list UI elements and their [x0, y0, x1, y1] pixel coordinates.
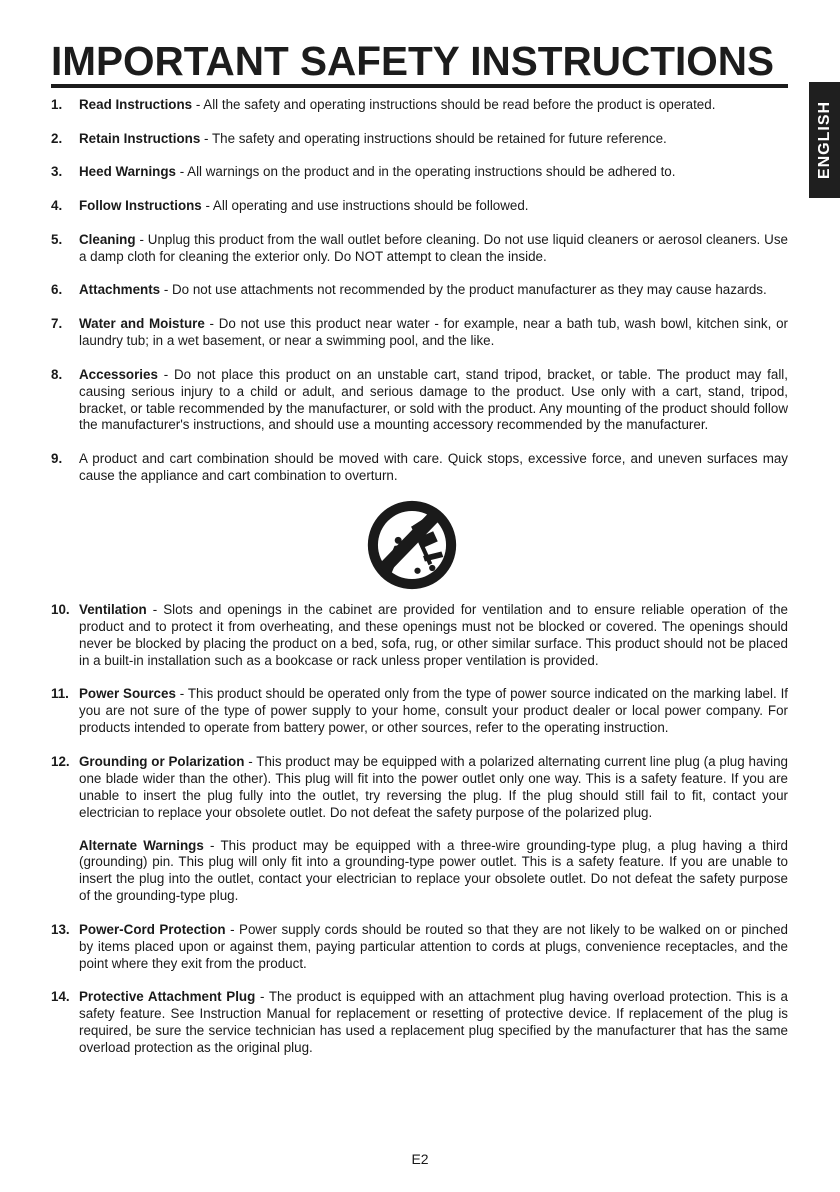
item-heading: Ventilation: [79, 601, 147, 617]
list-item: [51, 131, 788, 148]
list-item: [51, 367, 788, 435]
item-heading: Alternate Warnings: [79, 837, 204, 853]
list-item: [51, 198, 788, 215]
page-number: E2: [411, 1151, 429, 1167]
list-item: [51, 922, 788, 973]
language-tab: [809, 82, 840, 198]
cart-tip-over-warning-icon: [366, 499, 458, 591]
list-item: [51, 97, 788, 114]
item-text: - Do not use this product near water - for example, near a bath tub, wash bowl, kitchen sink, or laundry tub; in a wet basement, or near a swimming pool, and the like.: [79, 316, 788, 349]
page-title: IMPORTANT SAFETY INSTRUCTIONS: [51, 38, 775, 84]
list-item: [51, 686, 788, 737]
item-number: 5.: [51, 231, 63, 247]
list-item: [51, 989, 788, 1057]
alternate-warnings-paragraph: [79, 838, 788, 906]
list-item: [51, 164, 788, 181]
list-item: [51, 451, 788, 485]
item-text: - Unplug this product from the wall outlet before cleaning. Do not use liquid cleaners or aerosol cleaners. Use a damp cloth for cleaning the exterior only. Do NOT attempt to clean the inside.: [79, 231, 788, 264]
cart-warning-figure: [51, 499, 788, 591]
list-item: [51, 754, 788, 905]
item-text: - Do not use attachments not recommended by the product manufacturer as they may cause hazards.: [160, 282, 767, 298]
item-heading: Power-Cord Protection: [79, 921, 226, 937]
item-text: A product and cart combination should be moved with care. Quick stops, excessive force, and uneven surfaces may cause the appliance and cart combination to overturn.: [79, 451, 788, 484]
item-number: 3.: [51, 164, 63, 180]
item-number: 10.: [51, 601, 70, 617]
item-heading: Attachments: [79, 282, 161, 298]
item-number: 9.: [51, 451, 63, 467]
item-heading: Protective Attachment Plug: [79, 989, 256, 1005]
item-text: - Power supply cords should be routed so that they are not likely to be walked on or pinched by items placed upon or against them, paying particular attention to cords at plugs, convenience receptacles, and the point where they exit from the product.: [79, 921, 788, 971]
item-heading: Power Sources: [79, 686, 176, 702]
item-text: - The safety and operating instructions should be retained for future reference.: [200, 130, 667, 146]
item-text: - All warnings on the product and in the operating instructions should be adhered to.: [175, 164, 676, 180]
item-number: 6.: [51, 282, 63, 298]
item-text: - This product may be equipped with a three-wire grounding-type plug, a plug having a third (grounding) pin. This plug will only fit into a grounding-type power outlet. This is a safety feature. If you are unable to insert the plug into the outlet, contact your electrician to replace your obsolete outlet. Do not defeat the safety purpose of the grounding-type plug.: [79, 837, 788, 904]
item-heading: Cleaning: [79, 231, 136, 247]
item-heading: Follow Instructions: [79, 198, 202, 214]
item-number: 4.: [51, 198, 63, 214]
item-number: 8.: [51, 366, 63, 382]
list-item: [51, 282, 788, 299]
list-item: [51, 316, 788, 350]
item-heading: Water and Moisture: [79, 316, 205, 332]
item-number: 13.: [51, 921, 70, 937]
item-text: - All operating and use instructions should be followed.: [201, 198, 529, 214]
item-text: - This product should be operated only from the type of power source indicated on the marking label. If you are not sure of the type of power supply to your home, consult your product dealer or local power company. For products intended to operate from battery power, or other sources, refer to the operating instruction.: [79, 686, 789, 736]
item-text: - All the safety and operating instructions should be read before the product is operated.: [192, 97, 716, 112]
item-text: - The product is equipped with an attachment plug having overload protection. This is a safety feature. See Instruction Manual for replacement or resetting of protective device. If replacement of the plug is required, be sure the service technician has used a replacement plug specified by the manufacturer that has the same overload protection as the original plug.: [79, 989, 788, 1056]
item-text: - This product may be equipped with a polarized alternating current line plug (a plug having one blade wider than the other). This plug will fit into the power outlet only one way. This is a safety feature. If you are unable to insert the plug fully into the outlet, try reversing the plug. If the plug should still fail to fit, contact your electrician to replace your obsolete outlet. Do not defeat the safety purpose of the polarized plug.: [79, 753, 788, 820]
item-number: 14.: [51, 989, 70, 1005]
item-heading: Grounding or Polarization: [79, 753, 245, 769]
list-item: [51, 602, 788, 670]
title-underline: [51, 84, 788, 88]
item-text: - Slots and openings in the cabinet are provided for ventilation and to ensure reliable operation of the product and to protect it from overheating, and these openings must not be blocked or covered. The openings should never be blocked by placing the product on a bed, sofa, rug, or other similar surface. This product should not be placed in a built-in installation such as a bookcase or rack unless proper ventilation is provided.: [79, 601, 788, 668]
language-tab-label: ENGLISH: [815, 100, 833, 180]
item-number: 2.: [51, 130, 63, 146]
item-heading: Heed Warnings: [79, 164, 176, 180]
item-text: - Do not place this product on an unstable cart, stand tripod, bracket, or table. The product may fall, causing serious injury to a child or adult, and serious damage to the product. Use only with a cart, stand, tripod, bracket, or table recommended by the manufacturer, or sold with the product. Any mounting of the product should follow the manufacturer's instructions, and should use a mounting accessory recommended by the manufacturer.: [79, 366, 788, 433]
item-heading: Accessories: [79, 366, 158, 382]
item-number: 11.: [51, 686, 69, 702]
list-item: [51, 232, 788, 266]
item-heading: Retain Instructions: [79, 130, 201, 146]
safety-instructions-list: [51, 97, 788, 1057]
item-number: 1.: [51, 97, 63, 112]
item-heading: Read Instructions: [79, 97, 193, 112]
item-number: 12.: [51, 753, 70, 769]
item-number: 7.: [51, 316, 63, 332]
